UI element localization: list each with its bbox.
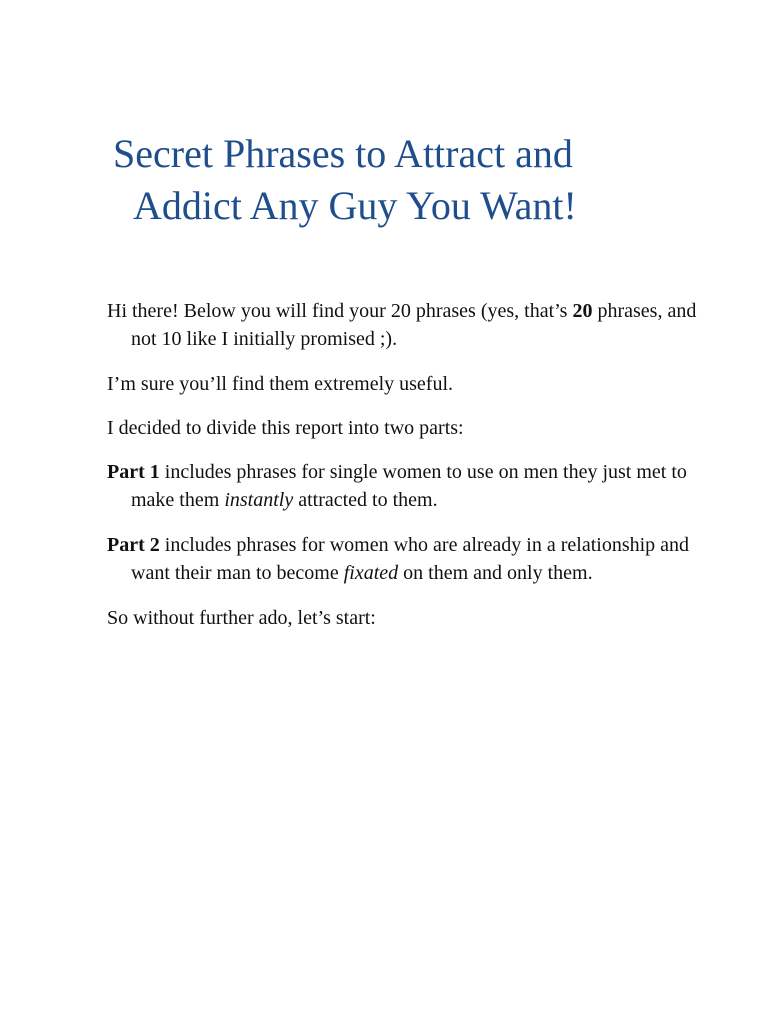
intro-text-end: phrases, and not 10 like I initially promised ;). — [131, 300, 697, 350]
part-1-text-start: includes phrases for single women to use on men they just met to make them — [131, 461, 687, 511]
intro-text-start: Hi there! Below you will find your 20 phrases (yes, that’s — [107, 300, 573, 322]
title-line-1: Secret Phrases to Attract and — [113, 131, 573, 176]
useful-paragraph: I’m sure you’ll find them extremely useful. — [107, 373, 454, 395]
title-line-2: Addict Any Guy You Want! — [133, 183, 577, 228]
part-2-text-end: on them and only them. — [398, 562, 593, 584]
divide-paragraph: I decided to divide this report into two parts: — [107, 417, 464, 439]
part-2-text-start: includes phrases for women who are already in a relationship and want their man to become — [131, 534, 690, 584]
intro-bold-count: 20 — [572, 300, 593, 322]
intro-paragraph — [107, 297, 707, 353]
part-2-label: Part 2 — [107, 534, 160, 556]
part-1-emphasis: instantly — [224, 489, 294, 511]
part-2-paragraph — [107, 531, 707, 587]
part-2-emphasis: fixated — [343, 562, 399, 584]
start-paragraph: So without further ado, let’s start: — [107, 607, 376, 629]
part-1-text-end: attracted to them. — [293, 489, 438, 511]
part-1-label: Part 1 — [107, 461, 160, 483]
part-1-paragraph — [107, 458, 707, 514]
document-body — [107, 297, 707, 648]
document-title — [0, 128, 768, 232]
